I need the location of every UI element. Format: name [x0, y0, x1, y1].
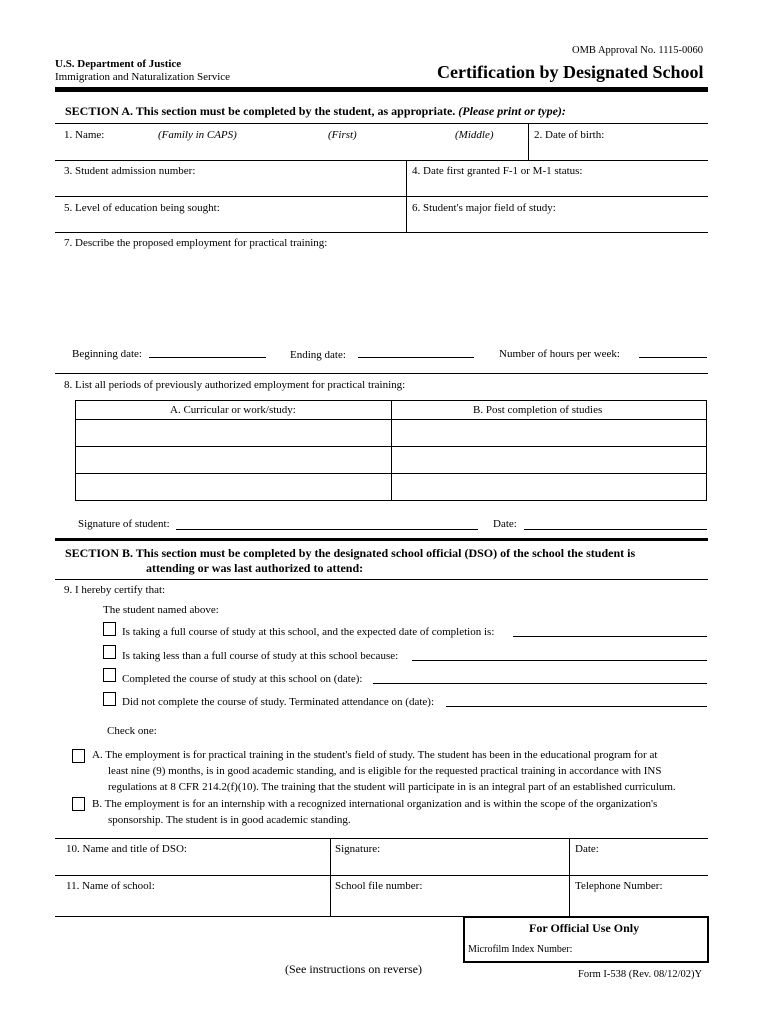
- name-middle-hint: (Middle): [455, 129, 494, 141]
- completed-checkbox[interactable]: [103, 668, 116, 682]
- header-rule: [55, 87, 708, 92]
- omb-number: OMB Approval No. 1115-0060: [572, 45, 704, 56]
- dso-name-label: 10. Name and title of DSO:: [66, 843, 187, 855]
- official-use-title: For Official Use Only: [529, 921, 640, 935]
- name-first-hint: (First): [328, 129, 357, 141]
- less-than-full-checkbox[interactable]: [103, 645, 116, 659]
- beginning-date-field[interactable]: [149, 357, 266, 358]
- major-field-label: 6. Student's major field of study:: [412, 202, 556, 214]
- rule: [55, 373, 708, 374]
- form-number: Form I-538 (Rev. 08/12/02)Y: [578, 969, 703, 980]
- rule: [528, 123, 529, 160]
- employment-description-label: 7. Describe the proposed employment for practical training:: [64, 237, 328, 249]
- student-named-label: The student named above:: [103, 604, 219, 616]
- completion-date-field[interactable]: [513, 636, 707, 637]
- section-b-heading: SECTION B. This section must be completed by the designated school official (DSO) of the school the student is: [65, 546, 636, 560]
- admission-number-label: 3. Student admission number:: [64, 165, 196, 177]
- dso-date-label: Date:: [575, 843, 599, 855]
- rule: [55, 196, 708, 197]
- name-family-hint: (Family in CAPS): [158, 129, 237, 141]
- section-a-heading-note: (Please print or type):: [458, 104, 566, 118]
- table-cell[interactable]: [392, 474, 706, 500]
- option-a-line: A. The employment is for practical training in the student's field of study. The student has been in the educational program for at: [92, 749, 658, 761]
- school-name-label: 11. Name of school:: [66, 880, 155, 892]
- beginning-date-label: Beginning date:: [72, 348, 142, 360]
- terminated-date-field[interactable]: [446, 706, 707, 707]
- hours-per-week-field[interactable]: [639, 357, 707, 358]
- table-cell[interactable]: [76, 474, 390, 500]
- table-cell[interactable]: [76, 420, 390, 445]
- rule: [55, 160, 708, 161]
- student-signature-field[interactable]: [176, 529, 478, 530]
- hours-per-week-label: Number of hours per week:: [499, 348, 620, 360]
- ending-date-field[interactable]: [358, 357, 474, 358]
- not-completed-label: Did not complete the course of study. Terminated attendance on (date):: [122, 696, 435, 708]
- full-course-label: Is taking a full course of study at this school, and the expected date of completion is:: [122, 626, 495, 638]
- section-a-heading-text: SECTION A. This section must be completed by the student, as appropriate.: [65, 104, 456, 118]
- rule: [330, 838, 331, 916]
- table-cell[interactable]: [76, 447, 390, 472]
- instructions-note: (See instructions on reverse): [285, 962, 422, 976]
- not-completed-checkbox[interactable]: [103, 692, 116, 706]
- dob-label: 2. Date of birth:: [534, 129, 605, 141]
- status-date-label: 4. Date first granted F-1 or M-1 status:: [412, 165, 583, 177]
- option-a-line: least nine (9) months, is in good academic standing, and is eligible for the requested practical training in accordance with INS: [108, 765, 662, 777]
- microfilm-index-label: Microfilm Index Number:: [468, 944, 573, 955]
- option-b-line: B. The employment is for an internship with a recognized international organization and is within the scope of the organization's: [92, 798, 658, 810]
- department-name: U.S. Department of Justice: [55, 58, 182, 70]
- option-a-line: regulations at 8 CFR 214.2(f)(10). The training that the student will participate in is an integral part of an established curriculum.: [108, 781, 676, 793]
- full-course-checkbox[interactable]: [103, 622, 116, 636]
- rule: [55, 838, 708, 839]
- option-a-text: [92, 747, 712, 795]
- service-name: Immigration and Naturalization Service: [55, 71, 231, 83]
- internship-checkbox[interactable]: [72, 797, 85, 811]
- certify-label: 9. I hereby certify that:: [64, 584, 166, 596]
- student-signature-label: Signature of student:: [78, 518, 170, 530]
- telephone-label: Telephone Number:: [575, 880, 663, 892]
- option-b-text: [92, 796, 712, 828]
- option-b-line: sponsorship. The student is in good academic standing.: [108, 814, 351, 826]
- dso-signature-label: Signature:: [335, 843, 381, 855]
- section-divider: [55, 538, 708, 541]
- less-than-full-reason-field[interactable]: [412, 660, 707, 661]
- completed-date-field[interactable]: [373, 683, 707, 684]
- previous-employment-label: 8. List all periods of previously authorized employment for practical training:: [64, 379, 406, 391]
- rule: [569, 838, 570, 916]
- school-file-number-label: School file number:: [335, 880, 423, 892]
- rule: [55, 579, 708, 580]
- student-date-field[interactable]: [524, 529, 707, 530]
- check-one-label: Check one:: [107, 725, 157, 737]
- completed-label: Completed the course of study at this school on (date):: [122, 673, 363, 685]
- ending-date-label: Ending date:: [290, 349, 346, 361]
- less-than-full-label: Is taking less than a full course of study at this school because:: [122, 650, 399, 662]
- col-post-completion: B. Post completion of studies: [473, 404, 603, 416]
- education-level-label: 5. Level of education being sought:: [64, 202, 220, 214]
- name-label: 1. Name:: [64, 129, 105, 141]
- student-date-label: Date:: [493, 518, 517, 530]
- section-a-heading: [65, 104, 566, 119]
- table-cell[interactable]: [392, 447, 706, 472]
- table-cell[interactable]: [392, 420, 706, 445]
- section-b-heading-cont: attending or was last authorized to attend:: [146, 561, 364, 575]
- rule: [55, 875, 708, 876]
- rule: [55, 123, 708, 124]
- rule: [55, 232, 708, 233]
- form-title: Certification by Designated School: [437, 62, 704, 82]
- practical-training-checkbox[interactable]: [72, 749, 85, 763]
- col-curricular: A. Curricular or work/study:: [170, 404, 296, 416]
